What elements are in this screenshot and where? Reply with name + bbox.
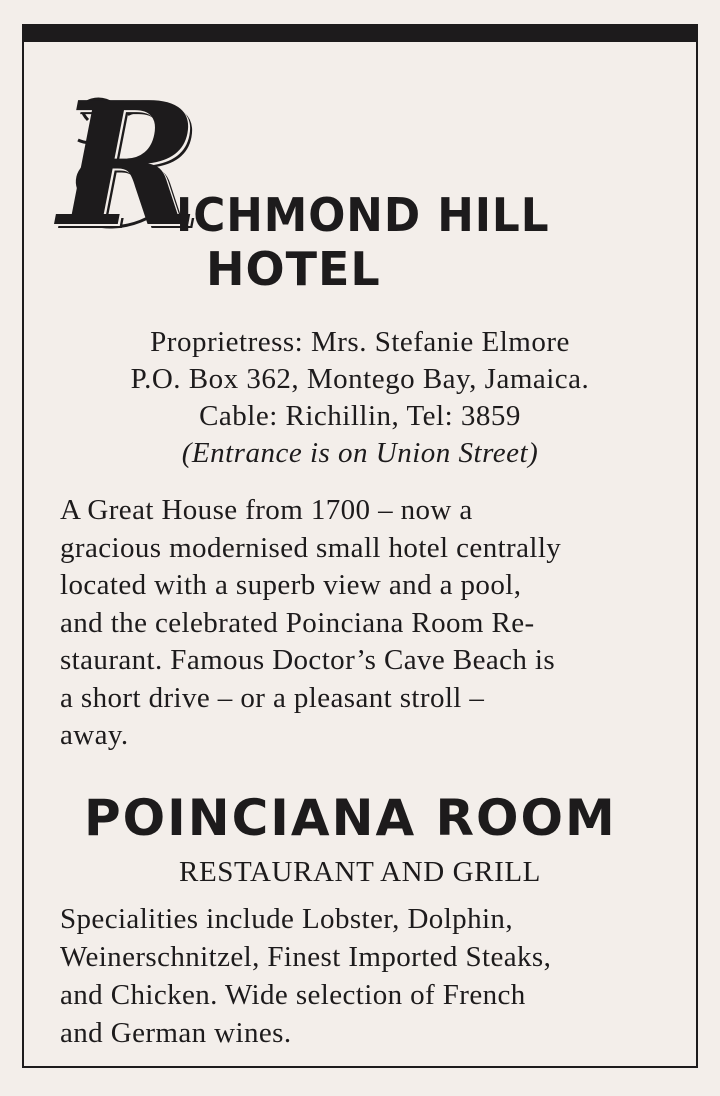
specialities-line: Weinerschnitzel, Finest Imported Steaks, [60, 941, 552, 973]
proprietress-line: Proprietress: Mrs. Stefanie Elmore [150, 326, 570, 358]
contact-block [0, 324, 720, 472]
specialities-line: and Chicken. Wide selection of French [60, 979, 526, 1011]
specialities-line: and German wines. [60, 1017, 292, 1049]
description-line: staurant. Famous Doctor’s Cave Beach is [60, 644, 556, 676]
cable-telephone-line: Cable: Richillin, Tel: 3859 [199, 400, 521, 432]
description-line: and the celebrated Poinciana Room Re- [60, 606, 535, 639]
specialities-line: Specialities include Lobster, Dolphin, [60, 903, 513, 935]
description-line: away. [60, 719, 129, 751]
title-initial-letter: R [58, 65, 200, 265]
hotel-name-line2: HOTEL [206, 242, 381, 296]
restaurant-name: POINCIANA ROOM [84, 789, 617, 847]
address-line: P.O. Box 362, Montego Bay, Jamaica. [130, 363, 590, 395]
hotel-description [60, 492, 664, 755]
restaurant-subtitle: RESTAURANT AND GRILL [179, 856, 541, 888]
restaurant-specialities [60, 900, 664, 1052]
entrance-note: (Entrance is on Union Street) [181, 437, 539, 469]
description-line: gracious modernised small hotel centrally [60, 531, 562, 564]
hotel-name-line1: ICHMOND HILL [176, 188, 550, 242]
description-line: A Great House from 1700 – now a [60, 494, 473, 526]
description-line: a short drive – or a pleasant stroll – [60, 681, 485, 714]
top-border-bar [24, 26, 696, 42]
hotel-title [58, 65, 658, 310]
description-line: located with a superb view and a pool, [60, 569, 522, 601]
